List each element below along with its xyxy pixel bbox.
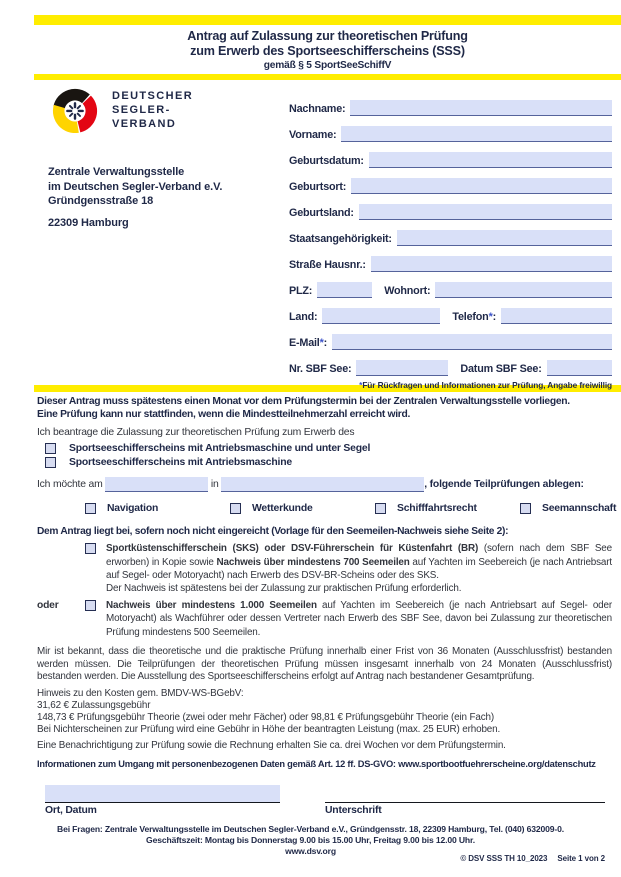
copyright-text: © DSV SSS TH 10_2023: [460, 854, 548, 863]
sender-line-1: Zentrale Verwaltungsstelle: [48, 166, 185, 178]
geburtsort-label: Geburtsort:: [289, 181, 347, 193]
subject-seemannschaft: [520, 503, 616, 514]
license-option-sail-label: Sportseeschifferscheins mit Antriebsmaschine und unter Segel: [69, 442, 371, 454]
place-date-column: [45, 785, 280, 816]
checkbox-wetterkunde[interactable]: [230, 503, 241, 514]
subject-wetterkunde: [230, 503, 375, 514]
license-option-motor-label: Sportseeschifferscheins mit Antriebsmaschine: [69, 457, 292, 469]
form-row-nachname: [289, 90, 612, 116]
title-line-2: zum Erwerb des Sportseeschifferscheins (SSS): [190, 44, 465, 58]
geburtsdatum-field[interactable]: [369, 152, 612, 168]
land-field[interactable]: [322, 308, 440, 324]
sender-line-3: Gründgensstraße 18: [48, 195, 154, 207]
page-footer: [0, 824, 621, 858]
telefon-asterisk: *: [488, 311, 493, 323]
form-row-plz-wohnort: [289, 272, 612, 298]
dsv-logo-wordmark: DEUTSCHER SEGLER- VERBAND: [112, 90, 194, 130]
checkbox-sss-motor[interactable]: [45, 457, 56, 468]
signature-column: [325, 785, 605, 816]
voluntary-footnote: *Für Rückfragen und Informationen zur Prüfung, Angabe freiwillig: [359, 380, 612, 390]
exam-text-before-date: Ich möchte am: [37, 479, 103, 491]
checkbox-schifffahrtsrecht[interactable]: [375, 503, 386, 514]
schifffahrtsrecht-label: Schifffahrtsrecht: [397, 503, 477, 515]
privacy-notice: Informationen zum Umgang mit personenbezogenen Daten gemäß Art. 12 ff. DS-GVO: www.sportbootfuehrerscheine.org/datenschutz: [37, 758, 596, 769]
form-row-vorname: [289, 116, 612, 142]
attachment-option-1: [37, 542, 612, 595]
exam-text-before-place: in: [210, 479, 219, 491]
geburtsland-label: Geburtsland:: [289, 207, 354, 219]
sbf-datum-field[interactable]: [547, 360, 612, 376]
checkbox-sks-br-nachweis[interactable]: [85, 543, 96, 554]
costs-block: [37, 688, 612, 736]
license-option-motor: [37, 457, 612, 468]
title-line-1: Antrag auf Zulassung zur theoretischen Prüfung: [187, 29, 468, 43]
page-title: [34, 29, 621, 73]
checkbox-seemannschaft[interactable]: [520, 503, 531, 514]
vorname-label: Vorname:: [289, 129, 337, 141]
attachments-heading: Dem Antrag liegt bei, sofern noch nicht eingereicht (Vorlage für den Seemeilen-Nachweis siehe Seite 2):: [37, 526, 509, 538]
costs-line-3: Bei Nichterscheinen zur Prüfung wird eine Gebühr in Höhe der beantragten Leistung (max. 25 EUR) erhoben.: [37, 724, 501, 736]
telefon-field[interactable]: [501, 308, 612, 324]
subject-navigation: [85, 503, 230, 514]
land-label: Land:: [289, 311, 318, 323]
yellow-bar-under-title: [34, 74, 621, 80]
checkbox-sss-motor-and-sail[interactable]: [45, 443, 56, 454]
plz-label: PLZ:: [289, 285, 313, 297]
email-label: E-Mail*:: [289, 337, 328, 349]
attachment-option-2: [37, 599, 612, 639]
sbf-datum-label: Datum SBF See:: [460, 363, 542, 375]
form-row-strasse: [289, 246, 612, 272]
signature-label: Unterschrift: [325, 805, 382, 816]
notification-note: Eine Benachrichtigung zur Prüfung sowie die Rechnung erhalten Sie ca. drei Wochen vor dem Prüfungstermin.: [37, 740, 506, 752]
document-id: [460, 854, 605, 863]
form-row-email: [289, 324, 612, 350]
geburtsort-field[interactable]: [351, 178, 612, 194]
sbf-nr-field[interactable]: [356, 360, 448, 376]
form-body: [37, 395, 617, 769]
staatsangehoerigkeit-field[interactable]: [397, 230, 612, 246]
checkbox-navigation[interactable]: [85, 503, 96, 514]
personal-data-fields: [289, 90, 612, 390]
strasse-field[interactable]: [371, 256, 612, 272]
exam-subjects-row: [37, 503, 617, 515]
request-intro: Ich beantrage die Zulassung zur theoretischen Prüfung zum Erwerb des: [37, 427, 355, 439]
dsv-logo: [48, 86, 193, 134]
attachment-option-2-text: Nachweis über mindestens 1.000 Seemeilen auf Yachten im Seebereich (je nach Antriebsart auf Segel- oder Motoryacht) als Wachführer oder dessen Vertreter nach Erwerb des SBF See, davon bei Zulassung zur theoretischen Prüfung mindestens 500 Seemeilen.: [106, 600, 612, 638]
attachment-option-1-text: Sportküstenschifferschein (SKS) oder DSV-Führerschein für Küstenfahrt (BR) (sofern nach dem SBF See erworben) in Kopie sowie Nachweis über mindestens 700 Seemeilen auf Yachten im Seebereich (je nach Antriebsart auf Segel- oder Motoryacht) nach Erwerb des DSV-BR-Scheins oder des SKS. Der Nachweis ist spätestens bei der Zulassung zur praktischen Prüfung erforderlich.: [106, 543, 612, 595]
place-date-label: Ort, Datum: [45, 805, 97, 816]
signature-section: [45, 785, 605, 816]
subject-schifffahrtsrecht: [375, 503, 520, 514]
yellow-bar-top: [34, 15, 621, 25]
footer-hours: Geschäftszeit: Montag bis Donnerstag 9.00 bis 15.00 Uhr, Freitag 9.00 bis 12.00 Uhr.: [146, 835, 475, 846]
costs-heading: Hinweis zu den Kosten gem. BMDV-WS-BGebV:: [37, 687, 244, 699]
telefon-label: Telefon*:: [452, 311, 497, 323]
email-asterisk: *: [319, 337, 324, 349]
costs-line-1: 31,62 € Zulassungsgebühr: [37, 700, 151, 712]
exam-date-field[interactable]: [105, 477, 208, 492]
sender-city: 22309 Hamburg: [48, 216, 129, 229]
exam-text-after: , folgende Teilprüfungen ablegen:: [424, 479, 584, 491]
deadline-notice: Dieser Antrag muss spätestens einen Monat vor dem Prüfungstermin bei der Zentralen Verwaltungsstelle vorliegen. Eine Prüfung kann nur stattfinden, wenn die Mindestteilnehmerzahl erreicht wird.: [37, 396, 570, 421]
vorname-field[interactable]: [341, 126, 612, 142]
form-row-geburtsdatum: [289, 142, 612, 168]
place-date-field[interactable]: [45, 785, 280, 803]
geburtsland-field[interactable]: [359, 204, 612, 220]
form-row-land-telefon: [289, 298, 612, 324]
geburtsdatum-label: Geburtsdatum:: [289, 155, 364, 167]
wetterkunde-label: Wetterkunde: [252, 503, 313, 515]
nachname-label: Nachname:: [289, 103, 346, 115]
license-option-sail: [37, 443, 612, 454]
terms-paragraph: Mir ist bekannt, dass die theoretische und die praktische Prüfung innerhalb einer Frist von 36 Monaten (Ausschlussfrist) bestanden werden müssen. Die Teilprüfungen der theoretischen Prüfung müssen insgesamt innerhalb von 24 Monaten (Ausschlussfrist) bestanden werden. Die Ausstellung des Sportseeschifferscheins erfolgt auf Antrag nach bestandener Gesamtprüfung.: [37, 645, 612, 683]
wohnort-label: Wohnort:: [384, 285, 431, 297]
form-row-sbf: [289, 350, 612, 376]
navigation-label: Navigation: [107, 503, 159, 515]
exam-date-place-line: [37, 477, 612, 494]
sbf-nr-label: Nr. SBF See:: [289, 363, 352, 375]
strasse-label: Straße Hausnr.:: [289, 259, 366, 271]
footer-contact: Bei Fragen: Zentrale Verwaltungsstelle im Deutschen Segler-Verband e.V., Gründgensstr. 18, 22309 Hamburg, Tel. (040) 632009-0.: [57, 824, 564, 834]
form-row-geburtsland: [289, 194, 612, 220]
exam-place-field[interactable]: [221, 477, 424, 492]
wohnort-field[interactable]: [435, 282, 612, 298]
plz-field[interactable]: [317, 282, 372, 298]
staatsangehoerigkeit-label: Staatsangehörigkeit:: [289, 233, 392, 245]
checkbox-1000-seemeilen-nachweis[interactable]: [85, 600, 96, 611]
signature-line: [325, 785, 605, 803]
sender-line-2: im Deutschen Segler-Verband e.V.: [48, 180, 223, 193]
costs-line-2: 148,73 € Prüfungsgebühr Theorie (zwei oder mehr Fächer) oder 98,81 € Prüfungsgebühr Theorie (ein Fach): [37, 712, 494, 724]
form-row-geburtsort: [289, 168, 612, 194]
seemannschaft-label: Seemannschaft: [542, 503, 617, 515]
title-line-3: gemäß § 5 SportSeeSchiffV: [263, 60, 392, 71]
form-row-staatsangehoerigkeit: [289, 220, 612, 246]
footer-website: www.dsv.org: [285, 846, 336, 857]
dsv-logo-mark: [48, 86, 102, 134]
or-label: oder: [37, 600, 59, 612]
email-field[interactable]: [332, 334, 612, 350]
nachname-field[interactable]: [350, 100, 612, 116]
sender-address: [48, 165, 222, 230]
page-indicator: Seite 1 von 2: [557, 854, 605, 863]
